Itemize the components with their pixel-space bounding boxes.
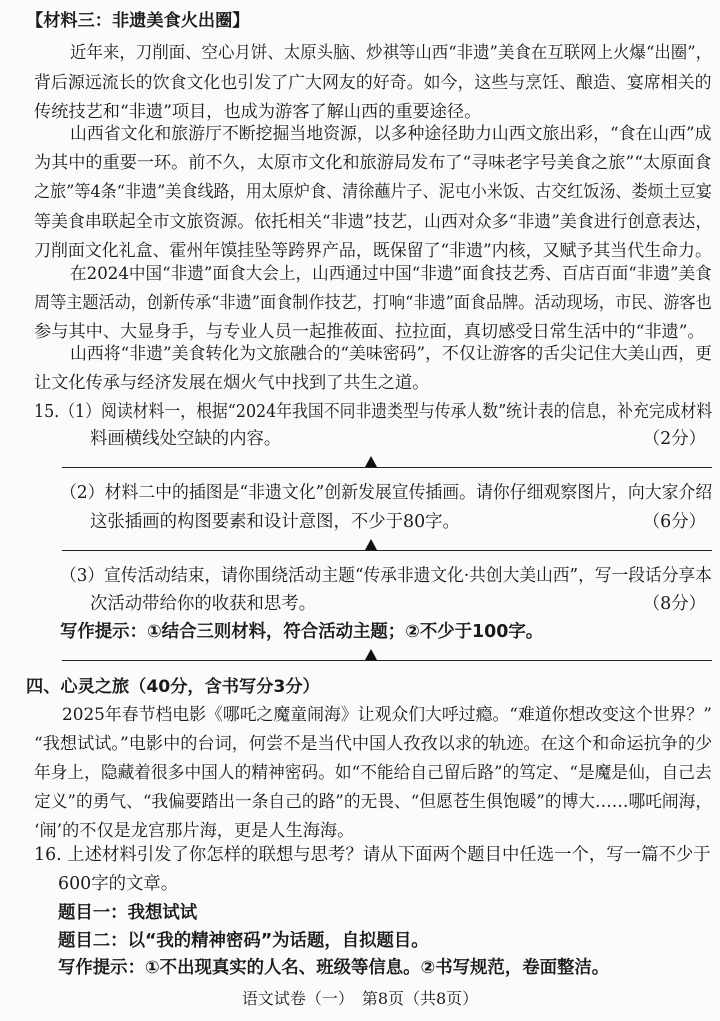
writing-tip-text: 写作提示：①结合三则材料，符合活动主题；②不少于100字。: [60, 622, 544, 642]
q15-part2-text: 这张插画的构图要素和设计意图，不少于80字。: [90, 512, 460, 532]
q16-writing-tip: 写作提示：①不出现真实的人名、班级等信息。②书写规范，卷面整洁。: [58, 958, 610, 978]
section4-heading: 四、心灵之旅（40分，含书写分3分）: [26, 677, 320, 697]
q15-part3-score: （8分）: [642, 594, 706, 614]
material3-line: 周等主题活动，创新传承“非遗”面食制作技艺，打响“非遗”面食品牌。活动现场，市民、游客也: [34, 293, 712, 313]
q16-topic1: 题目一：我想试试: [58, 903, 198, 923]
triangle-marker-icon: [365, 649, 377, 660]
q15-part2-answer-line[interactable]: [62, 550, 712, 551]
q15-part1-score: （2分）: [642, 429, 706, 449]
q16-text: 16. 上述材料引发了你怎样的联想与思考？请从下面两个题目中任选一个，写一篇不少于: [34, 845, 711, 865]
material3-line: 刀削面文化礼盒、霍州年馍挂坠等跨界产品，既保留了“非遗”内核，又赋予其当代生命力。: [34, 241, 712, 261]
material3-line: 在2024中国“非遗”面食大会上，山西通过中国“非遗”面食技艺秀、百店百面“非遗”美食: [70, 264, 712, 284]
q15-part3-answer-line[interactable]: [62, 660, 712, 661]
triangle-marker-icon: [365, 456, 377, 467]
material3-line: 之旅”等4条“非遗”美食线路，用太原炉食、清徐蘸片子、泥屯小米饭、古交红饭汤、娄烦土豆宴: [34, 182, 712, 202]
section4-line: “我想试试。”电影中的台词，何尝不是当代中国人孜孜以求的轨迹。在这个和命运抗争的少: [34, 734, 713, 754]
material3-line: 传统技艺和“非遗”项目，也成为游客了解山西的重要途径。: [34, 102, 482, 122]
triangle-marker-icon: [365, 539, 377, 550]
page-footer: 语文试卷（一） 第8页（共8页）: [241, 989, 479, 1008]
q15-part2-score: （6分）: [642, 512, 706, 532]
q15-part1-text: 料画横线处空缺的内容。: [90, 429, 282, 449]
q15-part1-answer-line[interactable]: [62, 467, 712, 468]
material3-heading: 【材料三：非遗美食火出圈】: [26, 11, 250, 31]
q15-part3-tip: [60, 617, 543, 647]
section4-line: 2025年春节档电影《哪吒之魔童闹海》让观众们大呼过瘾。“难道你想改变这个世界？”: [62, 705, 712, 725]
q15-part1-text: 15.（1）阅读材料一，根据“2024年我国不同非遗类型与传承人数”统计表的信息，补充完成材料: [34, 402, 713, 422]
material3-line: 等美食串联起全市文旅资源。依托相关“非遗”技艺，山西对众多“非遗”美食进行创意表达，: [34, 212, 713, 232]
material3-line: 背后源远流长的饮食文化也引发了广大网友的好奇。如今，这些与烹饪、酿造、宴席相关的: [34, 73, 712, 93]
material3-line: 参与其中、大显身手，与专业人员一起推莜面、拉拉面，真切感受日常生活中的“非遗”。: [34, 322, 705, 342]
q15-part2-text: （2）材料二中的插图是“非遗文化”创新发展宣传插画。请你仔细观察图片，向大家介绍: [60, 483, 713, 503]
material3-line: 山西省文化和旅游厅不断挖掘当地资源，以多种途径助力山西文旅出彩，“食在山西”成: [70, 124, 712, 144]
material3-line: 为其中的重要一环。前不久，太原市文化和旅游局发布了“寻味老字号美食之旅”“太原面食: [34, 153, 712, 173]
q16-text: 600字的文章。: [58, 874, 179, 894]
material3-line: 近年来，刀削面、空心月饼、太原头脑、炒祺等山西“非遗”美食在互联网上火爆“出圈”，: [70, 43, 713, 63]
material3-line: 山西将“非遗”美食转化为文旅融合的“美味密码”，不仅让游客的舌尖记住大美山西，更: [70, 344, 712, 364]
material3-line: 让文化传承与经济发展在烟火气中找到了共生之道。: [34, 373, 430, 393]
section4-line: 定义”的勇气、“我偏要踏出一条自己的路”的无畏、“但愿苍生俱饱暖”的博大……哪吒闹海，: [34, 792, 713, 812]
q16-topic2: 题目二：以“我的精神密码”为话题，自拟题目。: [58, 931, 429, 951]
q15-part3-text: 次活动带给你的收获和思考。: [90, 594, 317, 614]
section4-line: ‘闹’的不仅是龙宫那片海，更是人生海海。: [34, 821, 355, 841]
q15-part3-text: （3）宣传活动结束，请你围绕活动主题“传承非遗文化·共创大美山西”，写一段话分享本: [60, 566, 712, 586]
section4-line: 年身上，隐藏着很多中国人的精神密码。如“不能给自己留后路”的笃定、“是魔是仙，自己去: [34, 763, 712, 783]
